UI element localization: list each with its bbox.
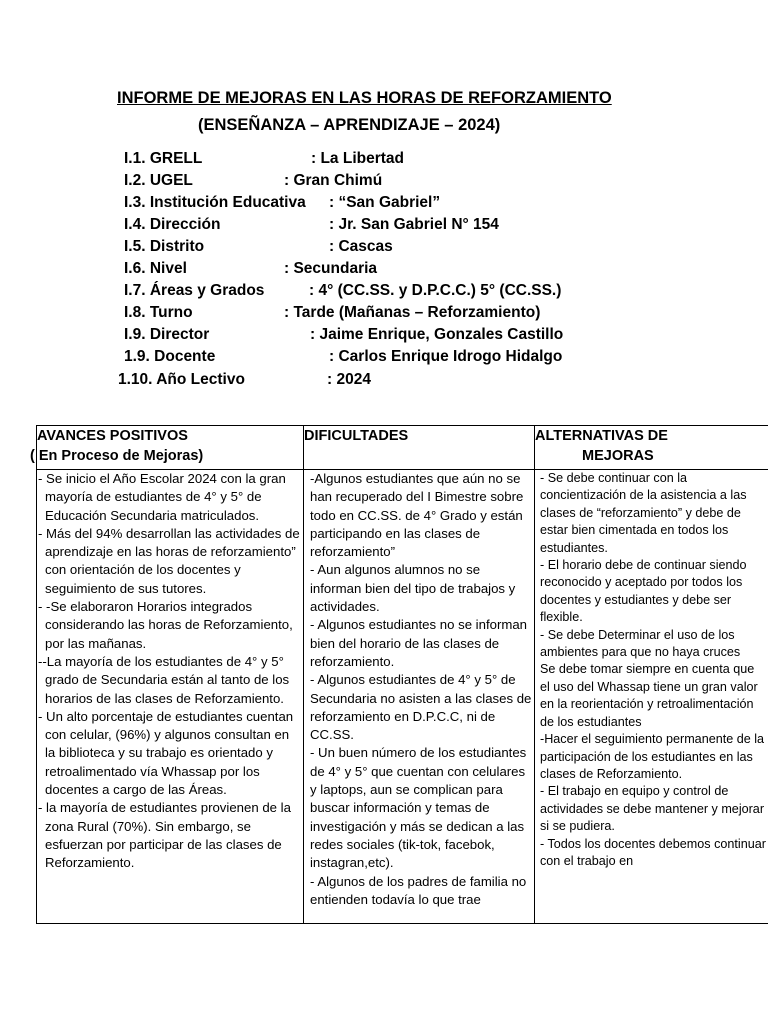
info-value: : Cascas [329, 238, 393, 255]
header-avances [30, 426, 304, 470]
list-item: - Todos los docentes debemos continuar con el trabajo en [540, 836, 766, 868]
info-value: : Secundaria [284, 260, 378, 277]
info-value: : Jaime Enrique, Gonzales Castillo [310, 326, 564, 343]
alternativas-cell [535, 470, 768, 924]
info-label: I.4. Dirección [124, 216, 221, 233]
list-item: -Algunos estudiantes que aún no se han recuperado del I Bimestre sobre todo en CC.SS. de 4° Grado y están participando en las clases de reforzamiento” [310, 471, 524, 560]
list-item: - Más del 94% desarrollan las actividades de aprendizaje en las horas de reforzamiento” con orientación de los docentes y seguimiento de sus tutores. [38, 525, 300, 596]
info-label: I.9. Director [124, 326, 210, 343]
list-item: - Algunos de los padres de familia no entienden todavía lo que trae [310, 873, 527, 907]
info-label: I.3. Institución Educativa [124, 194, 306, 211]
improvement-table [30, 425, 768, 924]
list-item: - Un alto porcentaje de estudiantes cuentan con celular, (96%) y algunos consultan en la biblioteca y su trabajo es orientado y retroalimentado vía Whassap por los docentes a cargo de las Áreas. [38, 708, 294, 798]
table-header-row [37, 426, 768, 470]
info-label: I.6. Nivel [124, 260, 187, 277]
list-item: - -Se elaboraron Horarios integrados considerando las horas de Reforzamiento, por las mañanas. [38, 599, 293, 651]
info-value: : “San Gabriel” [329, 194, 441, 211]
list-item: - la mayoría de estudiantes provienen de la zona Rural (70%). Sin embargo, se esfuerzan por participar de las clases de Reforzamiento. [38, 800, 291, 871]
list-item: - Algunos estudiantes de 4° y 5° de Secundaria no asisten a las clases de reforzamiento en D.P.C.C, ni de CC.SS. [310, 672, 532, 743]
info-label: I.7. Áreas y Grados [124, 282, 265, 299]
report-subtitle: (ENSEÑANZA – APRENDIZAJE – 2024) [198, 116, 501, 134]
list-item: - El trabajo en equipo y control de actividades se debe mantener y mejorar si se pudiera. [540, 784, 765, 834]
table-row [37, 470, 768, 924]
list-item: - Se debe continuar con la concientización de la asistencia a las clases de “reforzamiento” y debe de estar bien cimentada en todos los estudiantes. [540, 471, 747, 555]
info-value: : Carlos Enrique Idrogo Hidalgo [329, 348, 563, 365]
info-label: I.2. UGEL [124, 172, 193, 189]
report-title: INFORME DE MEJORAS EN LAS HORAS DE REFORZAMIENTO [117, 89, 612, 107]
dificultades-cell [304, 470, 535, 924]
avances-cell [37, 470, 304, 924]
info-label: 1.10. Año Lectivo [118, 371, 245, 388]
list-item: - Algunos estudiantes no se informan bien del horario de las clases de reforzamiento. [310, 617, 527, 669]
header-alternativas-line1: ALTERNATIVAS DE [535, 428, 668, 444]
list-item: - El horario debe de continuar siendo reconocido y aceptado por todos los docentes y estudiantes y debe ser flexible. [540, 558, 747, 625]
info-value: : Jr. San Gabriel N° 154 [329, 216, 499, 233]
list-item: - Un buen número de los estudiantes de 4° y 5° que cuentan con celulares y laptops, aun se complican para buscar información y temas de investigación y más se dedican a las redes sociales (tik-tok, facebok, instagran,etc). [310, 745, 527, 871]
info-value: : Gran Chimú [284, 172, 383, 189]
list-item: - Se inicio el Año Escolar 2024 con la gran mayoría de estudiantes de 4° y 5° de Educación Secundaria matriculados. [38, 471, 286, 523]
list-item: --La mayoría de los estudiantes de 4° y 5° grado de Secundaria están al tanto de los horarios de las clases de Reforzamiento. [38, 653, 290, 706]
info-value: : La Libertad [311, 150, 405, 167]
info-label: 1.9. Docente [124, 348, 216, 365]
header-dificultades-label: DIFICULTADES [304, 428, 409, 444]
header-avances-line1: AVANCES POSITIVOS [37, 428, 188, 444]
info-value: : Tarde (Mañanas – Reforzamiento) [284, 304, 541, 321]
header-dificultades [304, 426, 535, 470]
info-label: I.5. Distrito [124, 238, 205, 255]
info-value: : 4° (CC.SS. y D.P.C.C.) 5° (CC.SS.) [309, 282, 562, 299]
list-item: Se debe tomar siempre en cuenta que el uso del Whassap tiene un gran valor en la reorientación y retroalimentación de los estudiantes [540, 662, 758, 729]
info-label: I.8. Turno [124, 304, 193, 321]
list-item: - Se debe Determinar el uso de los ambientes para que no haya cruces [540, 627, 741, 660]
info-label: I.1. GRELL [124, 150, 203, 167]
list-item: -Hacer el seguimiento permanente de la participación de los estudiantes en las clases de Reforzamiento. [540, 732, 765, 781]
list-item: - Aun algunos alumnos no se informan bien del tipo de trabajos y actividades. [310, 562, 516, 615]
info-value: : 2024 [327, 371, 371, 388]
header-alternativas-line2: MEJORAS [582, 448, 654, 464]
header-alternativas [535, 426, 768, 470]
header-avances-line2: ( En Proceso de Mejoras) [30, 448, 204, 464]
